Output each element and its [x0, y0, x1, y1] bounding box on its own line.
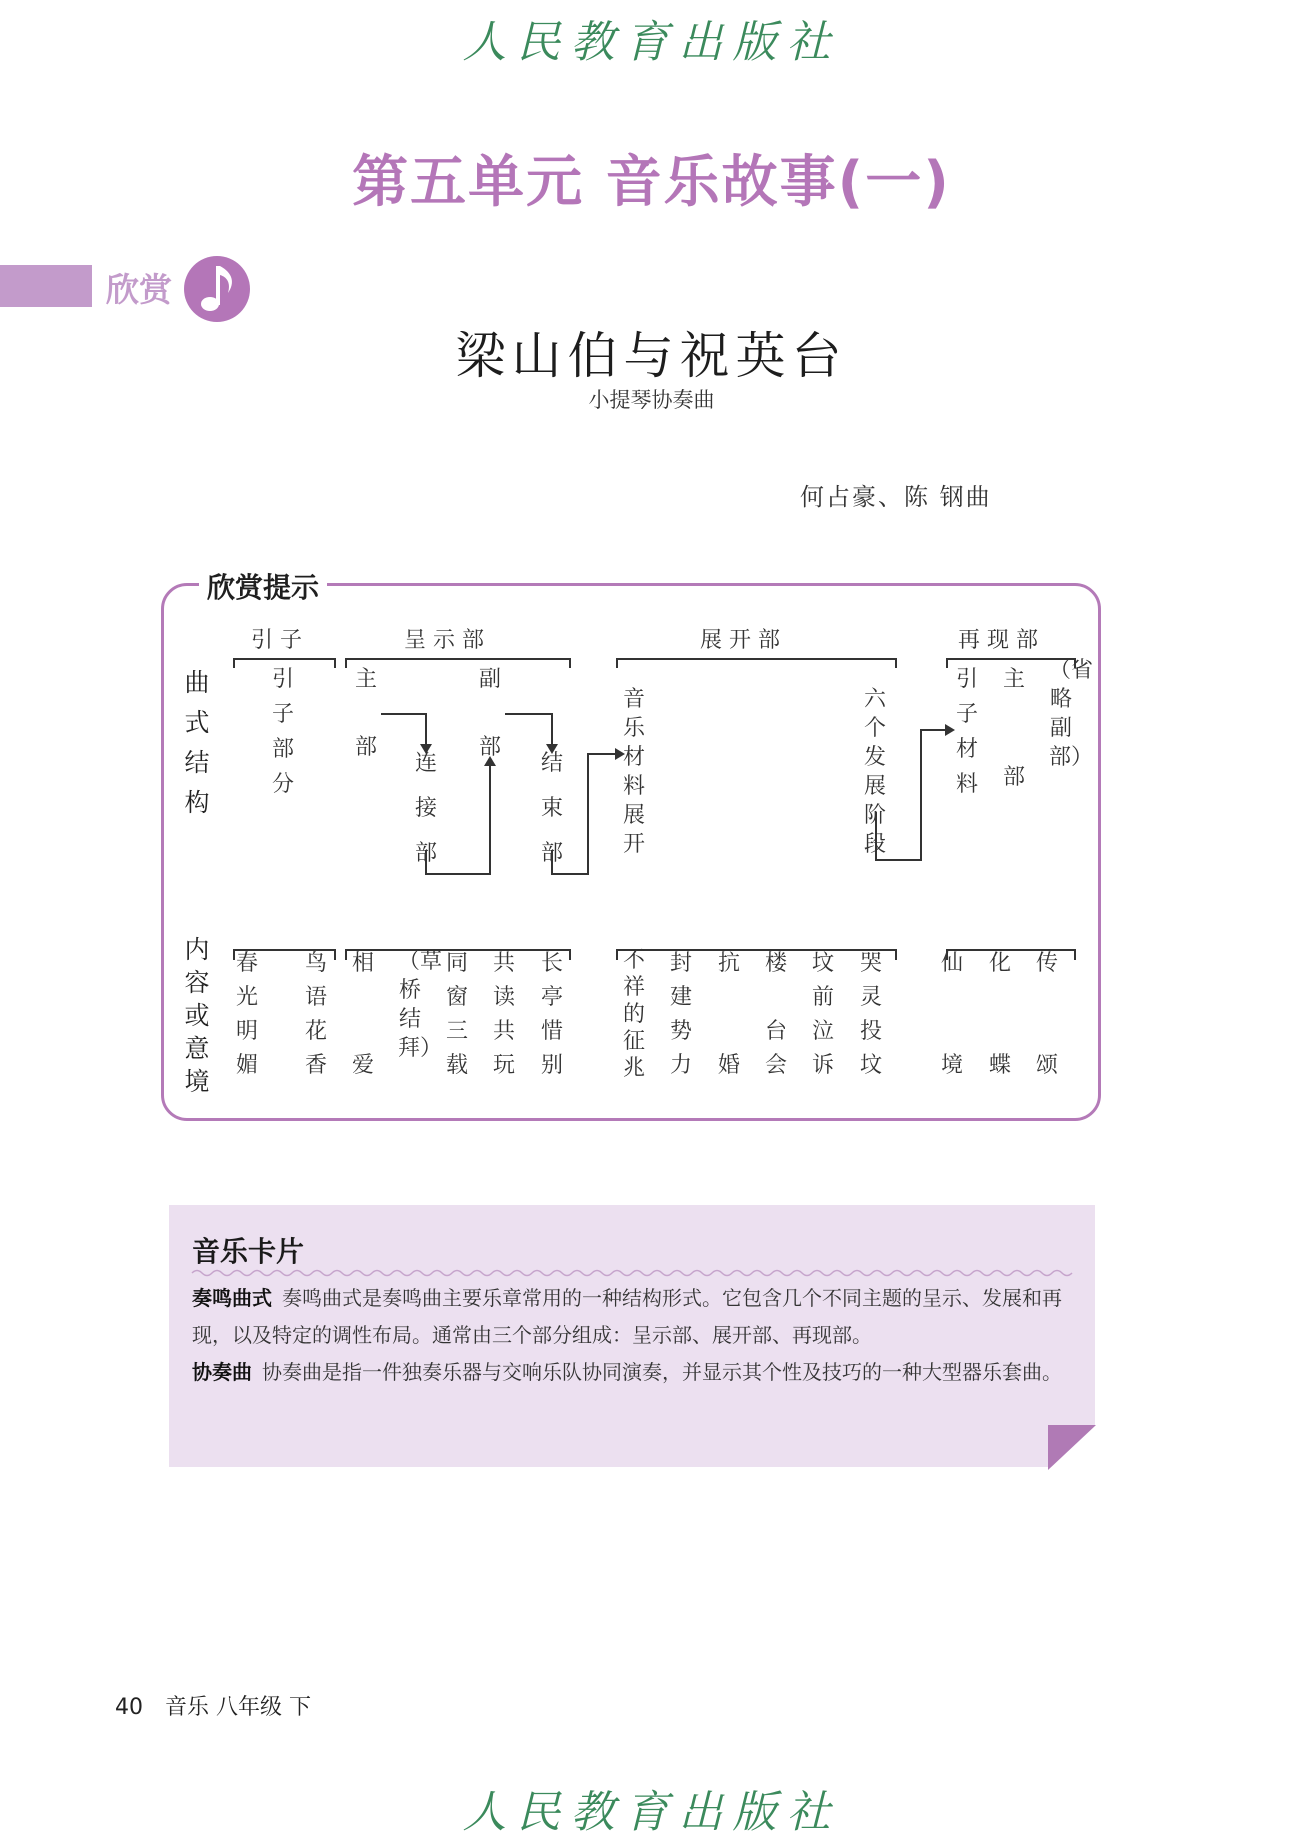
structure-main-bottom: 部 — [354, 735, 377, 760]
content-item: 抗 — [717, 951, 740, 976]
song-subtitle: 小提琴协奏曲 — [588, 388, 715, 412]
section-recapitulation: 再 现 部 — [958, 628, 1038, 653]
content-item: 台 — [764, 1019, 787, 1044]
section-exposition: 呈 示 部 — [404, 628, 484, 653]
composer: 何占豪、陈 钢曲 — [800, 483, 992, 511]
structure-sub-bottom: 部 — [478, 735, 501, 760]
def-sonata-form: 奏鸣曲式是奏鸣曲主要乐章常用的一种结构形式。它包含几个不同主题的呈示、发展和再现，以及特定的调性布局。通常由三个部分组成：呈示部、展开部、再现部。 — [192, 1286, 1062, 1347]
structure-dev-material: 音乐材料展开 — [622, 687, 645, 857]
content-item: 相 — [351, 951, 374, 976]
page-footer — [115, 1690, 333, 1721]
content-item: 共读共玩 — [492, 951, 515, 1078]
content-item: 传 — [1035, 951, 1058, 976]
row-label-content: 内容或意境 — [184, 935, 210, 1096]
card-title: 音乐卡片 — [192, 1235, 305, 1268]
structure-recap-omit: （省略副部） — [1049, 658, 1094, 770]
song-title: 梁山伯与祝英台 — [455, 327, 848, 385]
publisher-logo-top: 人民教育出版社 — [462, 17, 841, 68]
def-concerto: 协奏曲是指一件独奏乐器与交响乐队协同演奏，并显示其个性及技巧的一种大型器乐套曲。 — [262, 1360, 1062, 1384]
content-item: 化 — [988, 951, 1011, 976]
publisher-logo-bottom: 人民教育出版社 — [462, 1787, 841, 1838]
content-item: 鸟语花香 — [304, 951, 327, 1078]
panel-title: 欣赏提示 — [199, 566, 327, 606]
content-item: 同窗三载 — [445, 951, 468, 1078]
structure-ending: 结束部 — [540, 751, 563, 866]
structure-main-top: 主 — [354, 667, 377, 692]
content-item: 境 — [940, 1053, 963, 1078]
unit-title: 第五单元 音乐故事(一) — [352, 150, 951, 215]
content-item: 封建势力 — [669, 951, 692, 1078]
term-concerto: 协奏曲 — [192, 1360, 252, 1384]
page-number: 40 — [115, 1695, 143, 1720]
book-title: 音乐 八年级 下 — [165, 1695, 311, 1720]
content-item: 哭灵投坟 — [859, 951, 882, 1078]
content-item: 长亭惜别 — [540, 951, 563, 1078]
structure-recap-main-top: 主 — [1002, 667, 1025, 692]
structure-link: 连接部 — [414, 751, 437, 866]
content-item: 颂 — [1035, 1053, 1058, 1078]
structure-sub-top: 副 — [478, 667, 501, 692]
row-label-structure: 曲式结构 — [184, 668, 210, 817]
content-item: 仙 — [940, 951, 963, 976]
section-intro: 引 子 — [251, 628, 302, 653]
section-label: 欣赏 — [106, 270, 172, 309]
structure-intro-part: 引子部分 — [271, 667, 294, 797]
content-item: 楼 — [764, 951, 787, 976]
content-item: 坟前泣诉 — [811, 951, 834, 1078]
structure-dev-stages: 六个发展阶段 — [863, 687, 886, 857]
content-item: 爱 — [351, 1053, 374, 1078]
content-item: 会 — [764, 1053, 787, 1078]
section-development: 展 开 部 — [700, 628, 780, 653]
structure-recap-intro: 引子材料 — [955, 667, 978, 797]
content-item: 不祥的征兆 — [622, 948, 645, 1081]
term-sonata-form: 奏鸣曲式 — [192, 1286, 272, 1310]
card-text — [192, 1280, 1082, 1391]
content-item: 春光明媚 — [235, 951, 258, 1078]
structure-recap-main-bottom: 部 — [1002, 765, 1025, 790]
content-item: 蝶 — [988, 1053, 1011, 1078]
content-item: （草桥结拜） — [398, 949, 443, 1061]
content-item: 婚 — [717, 1053, 740, 1078]
